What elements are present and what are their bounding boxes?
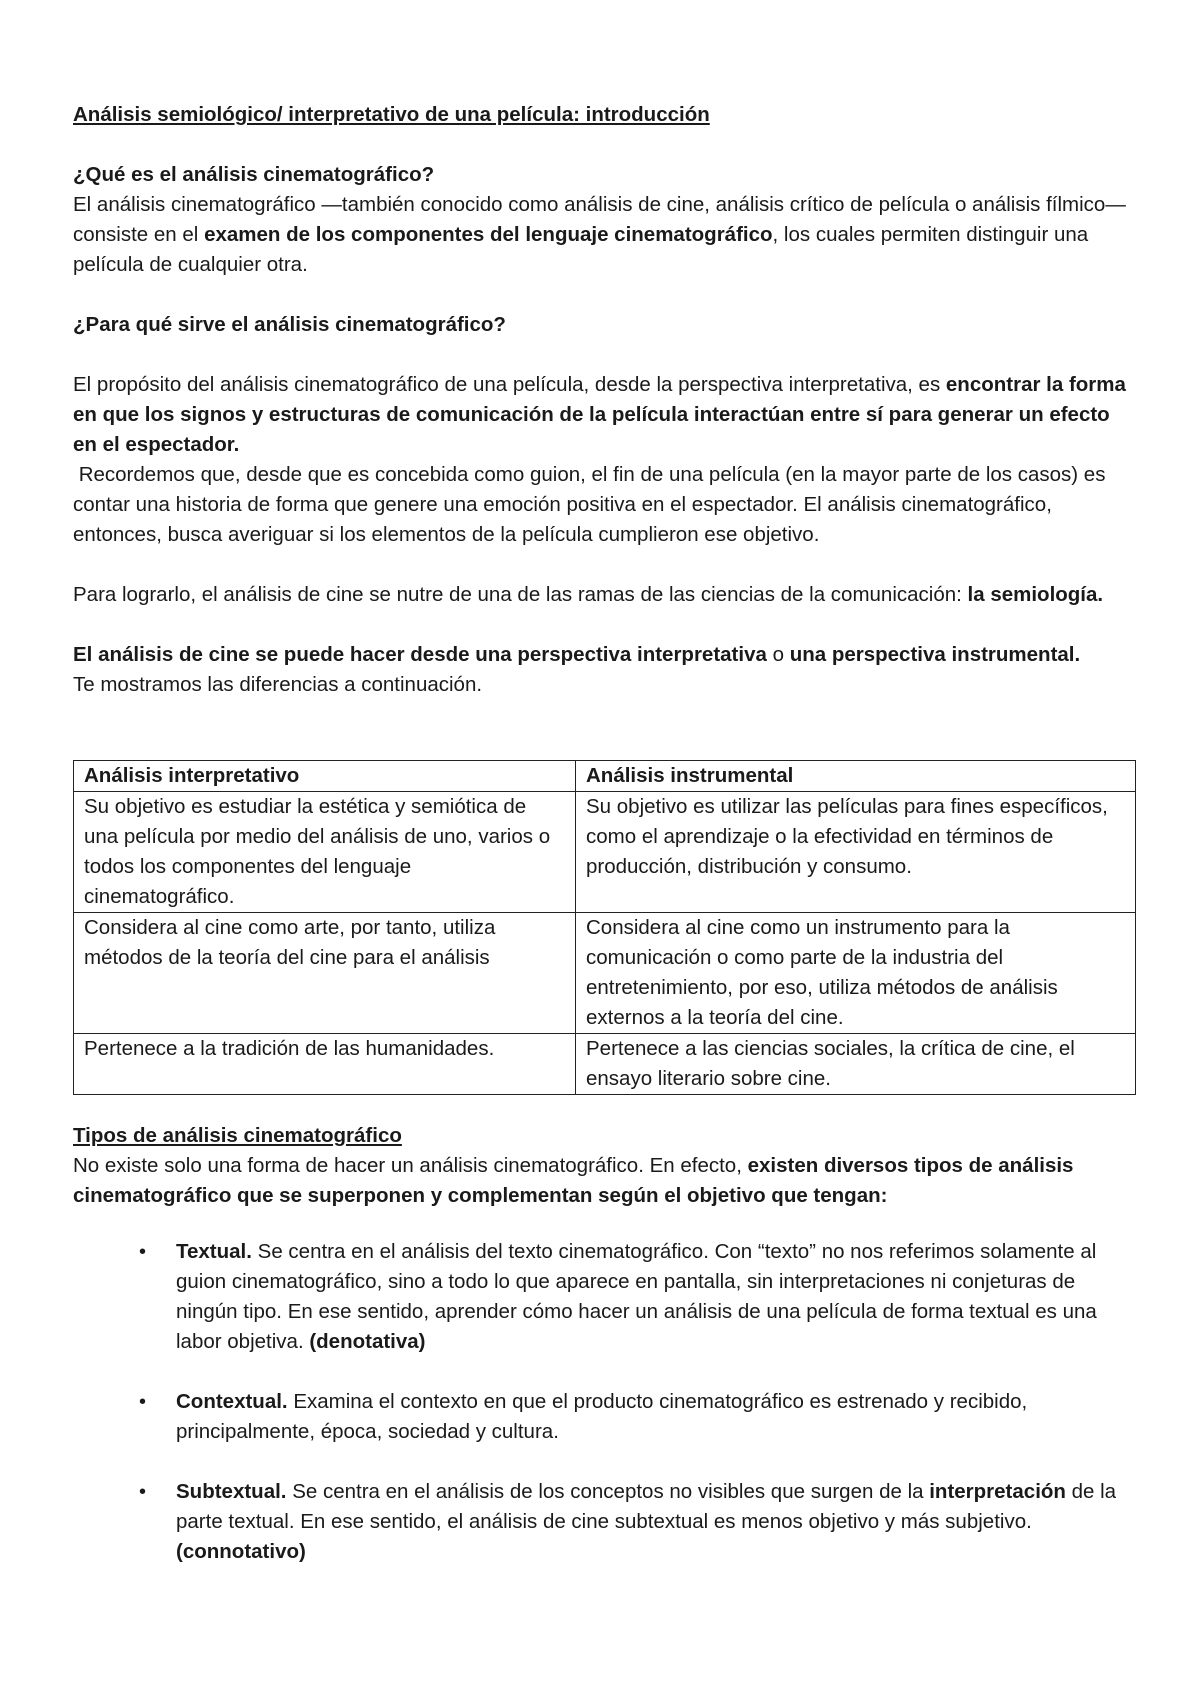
paragraph-intro-table: Te mostramos las diferencias a continuación.: [73, 673, 483, 696]
list-item-textual: [73, 1237, 1135, 1357]
document-title: Análisis semiológico/ interpretativo de una película: introducción: [73, 103, 710, 126]
spacer: [73, 340, 1135, 370]
list-item-contextual: [73, 1387, 1135, 1447]
table-cell: Su objetivo es utilizar las películas para fines específicos, como el aprendizaje o la efectividad en términos de producción, distribución y consumo.: [576, 792, 1136, 913]
paragraph-text: El propósito del análisis cinematográfico de una película, desde la perspectiva interpretativa, es: [73, 373, 946, 396]
paragraph-text: El análisis cinematográfico —también conocido como análisis de cine, análisis crítico de película o análisis fílmico— consiste en el: [73, 193, 1126, 246]
section-heading-types: Tipos de análisis cinematográfico: [73, 1124, 402, 1147]
paragraph-text: Para lograrlo, el análisis de cine se nutre de una de las ramas de las ciencias de la comunicación:: [73, 583, 968, 606]
paragraph-bold: existen diversos tipos de análisis cinematográfico que se superponen y complementan según el objetivo que tengan:: [73, 1154, 1074, 1207]
list-item-bold: (denotativa): [303, 1330, 426, 1353]
table-cell: Considera al cine como arte, por tanto, utiliza métodos de la teoría del cine para el análisis: [74, 913, 576, 1034]
paragraph-reminder: Recordemos que, desde que es concebida como guion, el fin de una película (en la mayor parte de los casos) es contar una historia de forma que genere una emoción positiva en el espectador. El análisis cinematográfico, entonces, busca averiguar si los elementos de la película cumplieron ese objetivo.: [73, 463, 1112, 546]
list-item-name: Subtextual.: [176, 1480, 287, 1503]
list-item-name: Contextual.: [176, 1390, 288, 1413]
list-item-text: Se centra en el análisis del texto cinematográfico. Con “texto” no nos referimos solamente al guion cinematográfico, sino a todo lo que aparece en pantalla, sin interpretaciones ni conjeturas de ningún tipo. En ese sentido, aprender cómo hacer un análisis de una película de forma textual es una labor objetiva.: [176, 1240, 1097, 1353]
section-heading-what-is: ¿Qué es el análisis cinematográfico?: [73, 163, 435, 186]
spacer: [73, 130, 1135, 160]
list-item-bold: interpretación: [929, 1480, 1066, 1503]
table-header-row: [74, 761, 1136, 792]
bullet-icon: •: [139, 1481, 147, 1503]
paragraph-bold: examen de los componentes del lenguaje cinematográfico: [204, 223, 773, 246]
table-cell: Su objetivo es estudiar la estética y semiótica de una película por medio del análisis de uno, varios o todos los componentes del lenguaje cinematográfico.: [74, 792, 576, 913]
bullet-icon: •: [139, 1391, 147, 1413]
paragraph-bold: El análisis de cine se puede hacer desde una perspectiva interpretativa: [73, 643, 767, 666]
paragraph-definition: [73, 190, 1135, 280]
list-item-name: Textual.: [176, 1240, 252, 1263]
paragraph-semiology: [73, 580, 1135, 610]
paragraph-bold: una perspectiva instrumental.: [789, 643, 1081, 666]
types-list: [73, 1237, 1135, 1567]
paragraph-perspectives: [73, 640, 1135, 670]
paragraph-purpose: [73, 370, 1135, 460]
spacer: [73, 610, 1135, 640]
spacer: [73, 280, 1135, 310]
paragraph-text: o: [766, 643, 790, 666]
list-item-text: Se centra en el análisis de los conceptos no visibles que surgen de la: [286, 1480, 930, 1503]
list-item-text: de la parte textual. En ese sentido, el análisis de cine subtextual es menos objetivo y más subjetivo.: [176, 1480, 1117, 1533]
paragraph-text: , los cuales permiten distinguir una película de cualquier otra.: [73, 223, 1089, 276]
paragraph-bold: la semiología.: [967, 583, 1104, 606]
spacer: [73, 550, 1135, 580]
document-page: [73, 100, 1135, 1597]
paragraph-bold: encontrar la forma en que los signos y estructuras de comunicación de la película interactúan entre sí para generar un efecto en el espectador.: [73, 373, 1126, 456]
paragraph-text: No existe solo una forma de hacer un análisis cinematográfico. En efecto,: [73, 1154, 748, 1177]
table-row: [74, 1034, 1136, 1095]
comparison-table: [73, 760, 1136, 1095]
section-heading-purpose: ¿Para qué sirve el análisis cinematográfico?: [73, 313, 506, 336]
bullet-icon: •: [139, 1241, 147, 1263]
list-item-subtextual: [73, 1477, 1135, 1567]
list-item-bold: (connotativo): [176, 1540, 306, 1563]
paragraph-types-intro: [73, 1151, 1135, 1211]
table-row: [74, 792, 1136, 913]
table-cell: Pertenece a la tradición de las humanidades.: [74, 1034, 576, 1095]
table-row: [74, 913, 1136, 1034]
table-header-interpretive: Análisis interpretativo: [74, 761, 576, 792]
table-cell: Pertenece a las ciencias sociales, la crítica de cine, el ensayo literario sobre cine.: [576, 1034, 1136, 1095]
table-header-instrumental: Análisis instrumental: [576, 761, 1136, 792]
list-item-text: Examina el contexto en que el producto cinematográfico es estrenado y recibido, principalmente, época, sociedad y cultura.: [176, 1390, 1028, 1443]
table-cell: Considera al cine como un instrumento para la comunicación o como parte de la industria del entretenimiento, por eso, utiliza métodos de análisis externos a la teoría del cine.: [576, 913, 1136, 1034]
